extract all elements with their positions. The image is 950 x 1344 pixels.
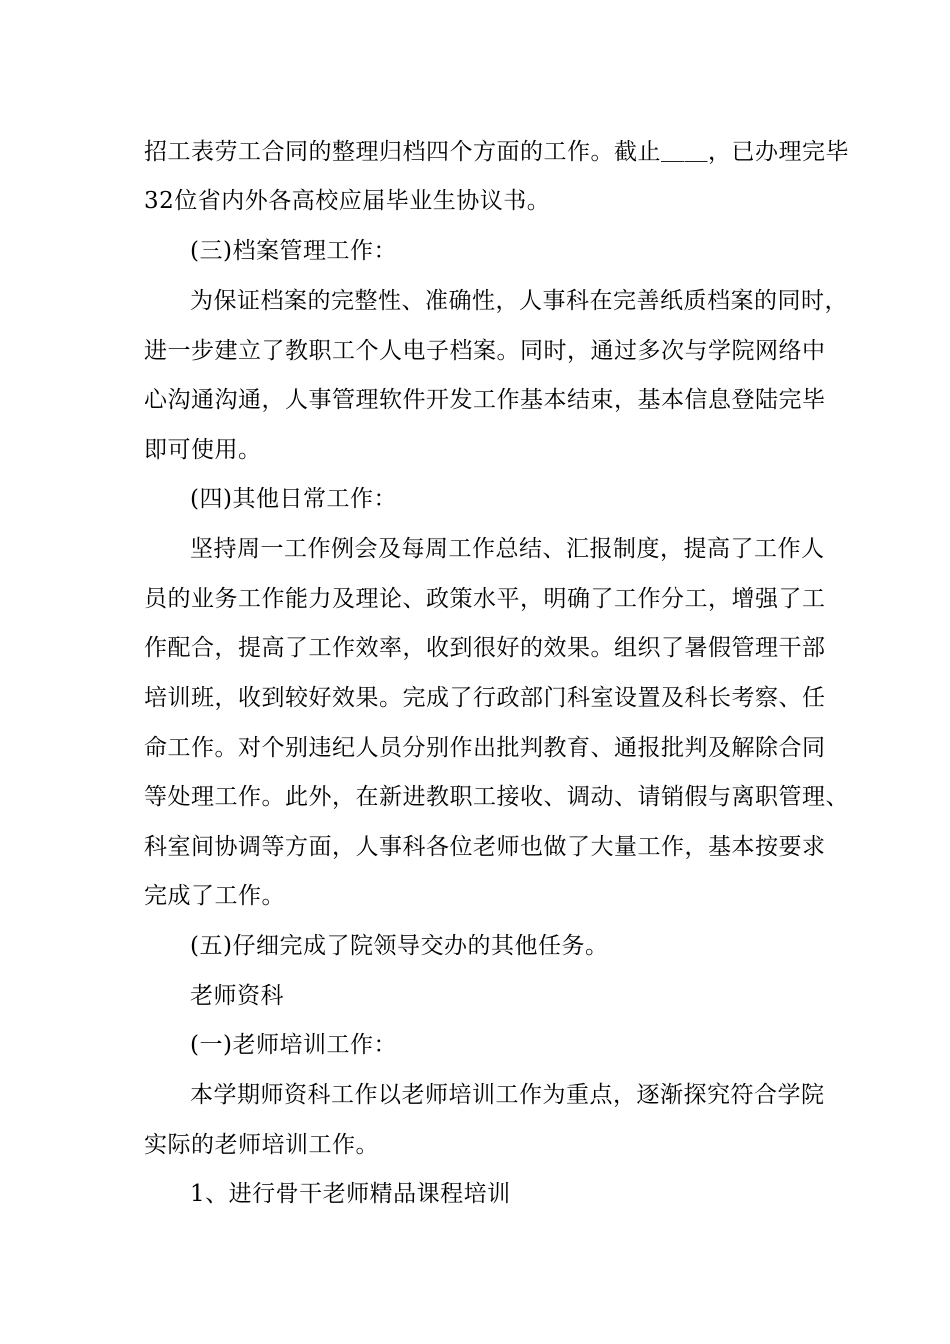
text-line: 为保证档案的完整性、准确性，人事科在完善纸质档案的同时， bbox=[190, 288, 848, 314]
text-line: 进一步建立了教职工个人电子档案。同时，通过多次与学院网络中 bbox=[144, 338, 826, 364]
text-line: 本学期师资科工作以老师培训工作为重点，逐渐探究符合学院 bbox=[190, 1082, 825, 1108]
text-line: 招工表劳工合同的整理归档四个方面的工作。截止＿＿，已办理完毕 bbox=[144, 139, 849, 165]
text-line: 实际的老师培训工作。 bbox=[144, 1132, 379, 1158]
text-line: 命工作。对个别违纪人员分别作出批判教育、通报批判及解除合同 bbox=[144, 735, 826, 761]
section-heading: (四)其他日常工作： bbox=[190, 486, 397, 512]
section-heading: (五)仔细完成了院领导交办的其他任务。 bbox=[190, 933, 609, 959]
text-line: 员的业务工作能力及理论、政策水平，明确了工作分工，增强了工 bbox=[144, 586, 826, 612]
text-line: 心沟通沟通，人事管理软件开发工作基本结束，基本信息登陆完毕 bbox=[144, 387, 826, 413]
text-line: 即可使用。 bbox=[144, 437, 262, 463]
text-line: 作配合，提高了工作效率，收到很好的效果。组织了暑假管理干部 bbox=[144, 635, 826, 661]
text-line: 完成了工作。 bbox=[144, 883, 285, 909]
list-item: 1、进行骨干老师精品课程培训 bbox=[190, 1181, 511, 1207]
text-line: 32位省内外各高校应届毕业生协议书。 bbox=[144, 188, 551, 214]
section-heading: (一)老师培训工作： bbox=[190, 1032, 397, 1058]
section-heading: (三)档案管理工作： bbox=[190, 238, 397, 264]
section-heading: 老师资科 bbox=[190, 983, 284, 1009]
text-line: 科室间协调等方面，人事科各位老师也做了大量工作，基本按要求 bbox=[144, 834, 826, 860]
text-line: 坚持周一工作例会及每周工作总结、汇报制度，提高了工作人 bbox=[190, 536, 825, 562]
text-line: 等处理工作。此外，在新进教职工接收、调动、请销假与离职管理、 bbox=[144, 784, 849, 810]
text-line: 培训班，收到较好效果。完成了行政部门科室设置及科长考察、任 bbox=[144, 685, 826, 711]
